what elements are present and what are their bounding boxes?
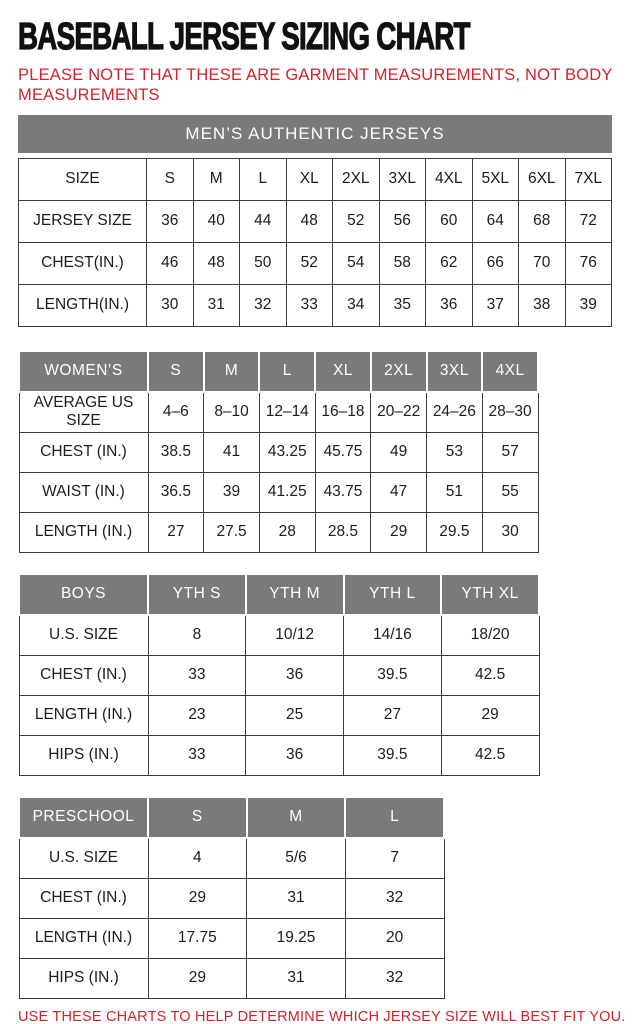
table-row-label-cell: HIPS (IN.) — [19, 958, 148, 998]
value-cell: 48 — [286, 200, 333, 242]
value-cell: 60 — [426, 200, 473, 242]
value-cell: 27 — [148, 512, 204, 552]
table-header-row — [19, 574, 539, 615]
value-cell: 76 — [565, 242, 612, 284]
column-header-cell: 4XL — [482, 351, 538, 392]
value-cell: 66 — [472, 242, 519, 284]
value-cell: 57 — [482, 432, 538, 472]
table-row-label-cell: LENGTH (IN.) — [19, 918, 148, 958]
table-row — [19, 392, 538, 433]
value-cell: 27 — [344, 695, 442, 735]
value-cell: 4–6 — [148, 392, 204, 433]
table-row-label-cell: CHEST (IN.) — [19, 878, 148, 918]
value-cell: 31 — [247, 878, 346, 918]
column-header-cell: YTH L — [344, 574, 442, 615]
value-cell: 49 — [371, 432, 427, 472]
value-cell: 29 — [371, 512, 427, 552]
mens-authentic-jerseys-banner — [18, 115, 612, 153]
value-cell: 30 — [147, 284, 194, 326]
column-header-cell: 7XL — [565, 158, 612, 200]
value-cell: 18/20 — [441, 615, 539, 656]
table-row — [19, 838, 444, 879]
table-row-label-cell: CHEST (IN.) — [19, 655, 148, 695]
table-row-label-cell: JERSEY SIZE — [19, 200, 147, 242]
value-cell: 40 — [193, 200, 240, 242]
value-cell: 20–22 — [371, 392, 427, 433]
value-cell: 56 — [379, 200, 426, 242]
value-cell: 58 — [379, 242, 426, 284]
value-cell: 37 — [472, 284, 519, 326]
table-row-label-cell: LENGTH (IN.) — [19, 512, 148, 552]
value-cell: 53 — [427, 432, 483, 472]
column-header-cell: YTH S — [148, 574, 246, 615]
column-header-cell: M — [204, 351, 260, 392]
table-row — [19, 735, 539, 775]
table-row-label-cell: HIPS (IN.) — [19, 735, 148, 775]
value-cell: 14/16 — [344, 615, 442, 656]
value-cell: 36 — [426, 284, 473, 326]
table-header-row — [19, 158, 612, 200]
column-header-cell: YTH M — [246, 574, 344, 615]
table-row — [19, 615, 539, 656]
value-cell: 43.25 — [259, 432, 315, 472]
value-cell: 52 — [286, 242, 333, 284]
value-cell: 36 — [246, 655, 344, 695]
value-cell: 39.5 — [344, 735, 442, 775]
column-header-cell: S — [147, 158, 194, 200]
column-header-cell: S — [148, 351, 204, 392]
value-cell: 28–30 — [482, 392, 538, 433]
value-cell: 36.5 — [148, 472, 204, 512]
table-row — [19, 512, 538, 552]
value-cell: 48 — [193, 242, 240, 284]
value-cell: 54 — [333, 242, 380, 284]
value-cell: 31 — [247, 958, 346, 998]
table-row — [19, 432, 538, 472]
value-cell: 39 — [204, 472, 260, 512]
value-cell: 62 — [426, 242, 473, 284]
column-header-cell: 5XL — [472, 158, 519, 200]
column-header-cell: L — [345, 797, 444, 838]
value-cell: 29 — [441, 695, 539, 735]
value-cell: 31 — [193, 284, 240, 326]
value-cell: 32 — [345, 878, 444, 918]
womens-size-table — [18, 350, 539, 553]
column-header-cell: XL — [315, 351, 371, 392]
table-row-label-cell: AVERAGE US SIZE — [19, 392, 148, 433]
value-cell: 42.5 — [441, 655, 539, 695]
preschool-size-table — [18, 796, 445, 999]
column-header-cell: 4XL — [426, 158, 473, 200]
table-row-label-cell: LENGTH(IN.) — [19, 284, 147, 326]
column-header-cell: 6XL — [519, 158, 566, 200]
value-cell: 39.5 — [344, 655, 442, 695]
value-cell: 27.5 — [204, 512, 260, 552]
value-cell: 36 — [147, 200, 194, 242]
table-header-row-label-cell: PRESCHOOL — [19, 797, 148, 838]
column-header-cell: YTH XL — [441, 574, 539, 615]
column-header-cell: M — [193, 158, 240, 200]
value-cell: 43.75 — [315, 472, 371, 512]
value-cell: 34 — [333, 284, 380, 326]
column-header-cell: S — [148, 797, 247, 838]
value-cell: 35 — [379, 284, 426, 326]
value-cell: 19.25 — [247, 918, 346, 958]
value-cell: 4 — [148, 838, 247, 879]
value-cell: 32 — [345, 958, 444, 998]
value-cell: 38.5 — [148, 432, 204, 472]
table-header-row-label-cell: WOMEN’S — [19, 351, 148, 392]
value-cell: 25 — [246, 695, 344, 735]
value-cell: 51 — [427, 472, 483, 512]
value-cell: 17.75 — [148, 918, 247, 958]
value-cell: 45.75 — [315, 432, 371, 472]
column-header-cell: M — [247, 797, 346, 838]
value-cell: 29 — [148, 958, 247, 998]
value-cell: 41 — [204, 432, 260, 472]
table-row-label-cell: CHEST (IN.) — [19, 432, 148, 472]
value-cell: 52 — [333, 200, 380, 242]
table-row — [19, 655, 539, 695]
boys-size-table — [18, 573, 540, 776]
value-cell: 30 — [482, 512, 538, 552]
value-cell: 33 — [148, 655, 246, 695]
column-header-cell: XL — [286, 158, 333, 200]
value-cell: 32 — [240, 284, 287, 326]
garment-measurement-note: PLEASE NOTE THAT THESE ARE GARMENT MEASUREMENTS, NOT BODY MEASUREMENTS — [18, 66, 613, 105]
value-cell: 28.5 — [315, 512, 371, 552]
value-cell: 10/12 — [246, 615, 344, 656]
table-row-label-cell: CHEST(IN.) — [19, 242, 147, 284]
column-header-cell: 3XL — [379, 158, 426, 200]
table-header-row-label-cell: BOYS — [19, 574, 148, 615]
table-row-label-cell: LENGTH (IN.) — [19, 695, 148, 735]
page-title-text: BASEBALL JERSEY SIZING CHART — [18, 16, 470, 58]
value-cell: 36 — [246, 735, 344, 775]
table-header-row-label-cell: SIZE — [19, 158, 147, 200]
value-cell: 38 — [519, 284, 566, 326]
value-cell: 5/6 — [247, 838, 346, 879]
value-cell: 24–26 — [427, 392, 483, 433]
value-cell: 8 — [148, 615, 246, 656]
column-header-cell: 3XL — [427, 351, 483, 392]
value-cell: 39 — [565, 284, 612, 326]
table-row — [19, 878, 444, 918]
value-cell: 28 — [259, 512, 315, 552]
value-cell: 29 — [148, 878, 247, 918]
table-row-label-cell: U.S. SIZE — [19, 615, 148, 656]
value-cell: 47 — [371, 472, 427, 512]
table-row — [19, 284, 612, 326]
mens-size-table — [18, 158, 612, 327]
value-cell: 7 — [345, 838, 444, 879]
table-header-row — [19, 351, 538, 392]
column-header-cell: L — [240, 158, 287, 200]
value-cell: 29.5 — [427, 512, 483, 552]
value-cell: 72 — [565, 200, 612, 242]
value-cell: 23 — [148, 695, 246, 735]
table-row-label-cell: U.S. SIZE — [19, 838, 148, 879]
table-header-row — [19, 797, 444, 838]
value-cell: 20 — [345, 918, 444, 958]
table-row — [19, 958, 444, 998]
value-cell: 12–14 — [259, 392, 315, 433]
table-row — [19, 242, 612, 284]
page-title — [18, 14, 633, 56]
value-cell: 68 — [519, 200, 566, 242]
value-cell: 70 — [519, 242, 566, 284]
value-cell: 50 — [240, 242, 287, 284]
value-cell: 42.5 — [441, 735, 539, 775]
table-row-label-cell: WAIST (IN.) — [19, 472, 148, 512]
value-cell: 46 — [147, 242, 194, 284]
table-row — [19, 472, 538, 512]
value-cell: 64 — [472, 200, 519, 242]
table-row — [19, 200, 612, 242]
column-header-cell: L — [259, 351, 315, 392]
value-cell: 33 — [148, 735, 246, 775]
value-cell: 33 — [286, 284, 333, 326]
value-cell: 41.25 — [259, 472, 315, 512]
value-cell: 55 — [482, 472, 538, 512]
value-cell: 44 — [240, 200, 287, 242]
column-header-cell: 2XL — [333, 158, 380, 200]
footer-note: USE THESE CHARTS TO HELP DETERMINE WHICH JERSEY SIZE WILL BEST FIT YOU. — [18, 1008, 626, 1024]
mens-banner-label: MEN’S AUTHENTIC JERSEYS — [185, 123, 445, 143]
table-row — [19, 695, 539, 735]
column-header-cell: 2XL — [371, 351, 427, 392]
table-row — [19, 918, 444, 958]
value-cell: 16–18 — [315, 392, 371, 433]
value-cell: 8–10 — [204, 392, 260, 433]
